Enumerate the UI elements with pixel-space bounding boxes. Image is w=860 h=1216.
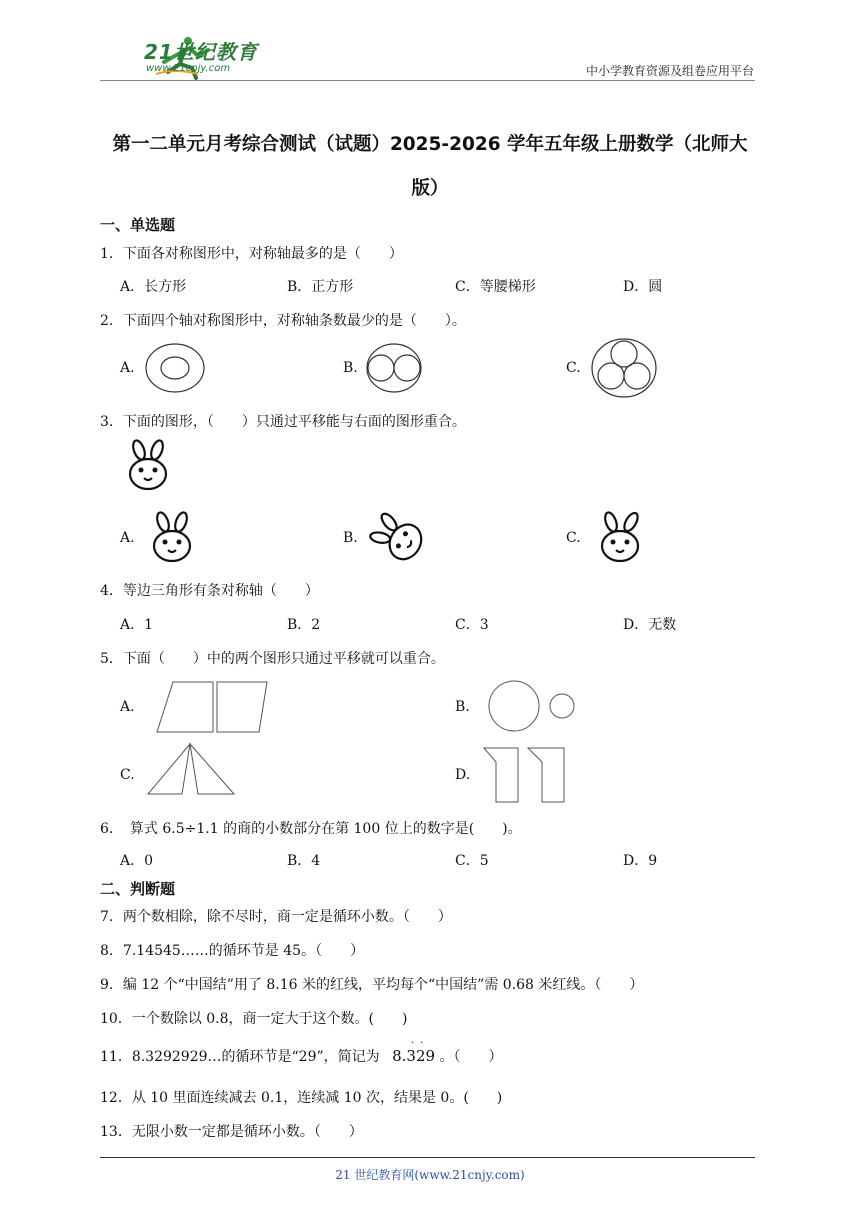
q3-option-b[interactable]: B. [343, 530, 358, 546]
question-5: 5．下面（ ）中的两个图形只通过平移就可以重合。 [100, 651, 445, 667]
q1-option-d[interactable]: D．圆 [623, 279, 663, 295]
q4-option-c[interactable]: C．3 [455, 617, 489, 633]
question-7: 7．两个数相除，除不尽时，商一定是循环小数。（ ） [100, 909, 452, 925]
section-true-false: 二、判断题 [100, 880, 176, 898]
footer-divider [100, 1157, 755, 1158]
q1-option-a[interactable]: A．长方形 [120, 279, 187, 295]
q5-option-c[interactable]: C. [120, 767, 135, 783]
q3-option-c[interactable]: C. [566, 530, 581, 546]
recurring-decimal-value: 8.329 [392, 1047, 436, 1065]
q1-option-b[interactable]: B．正方形 [287, 279, 354, 295]
question-11 [100, 1038, 503, 1066]
question-10: 10．一个数除以 0.8，商一定大于这个数。( ) [100, 1011, 408, 1027]
q5-option-a[interactable]: A. [120, 699, 135, 715]
logo-text: 21世纪教育 [144, 40, 258, 64]
question-9: 9．编 12 个“中国结”用了 8.16 米的红线，平均每个“中国结”需 0.68 米红线。（ ） [100, 977, 644, 993]
question-11-tail: 。（ ） [439, 1049, 503, 1065]
recurring-decimal [392, 1038, 436, 1065]
q6-option-c[interactable]: C．5 [455, 853, 489, 869]
page-title-line2: 版） [411, 178, 449, 199]
q3-figure-a-rabbit-icon [148, 512, 198, 564]
recurring-dot-1: · [411, 1038, 415, 1049]
question-2: 2．下面四个轴对称图形中，对称轴条数最少的是（ ）。 [100, 313, 466, 329]
q2-option-b[interactable]: B. [343, 360, 358, 376]
question-11-text: 11．8.3292929…的循环节是“29”，简记为 [100, 1049, 380, 1065]
question-4: 4．等边三角形有条对称轴（ ） [100, 583, 319, 599]
q3-reference-rabbit-icon [124, 440, 174, 492]
question-12: 12．从 10 里面连续减去 0.1，连续减 10 次，结果是 0。( ) [100, 1090, 503, 1106]
q6-option-d[interactable]: D．9 [623, 853, 658, 869]
q2-figure-b-two-circles [366, 343, 422, 393]
q5-figure-b-circles [488, 680, 578, 736]
q5-figure-d-pentagons [482, 746, 572, 804]
q2-figure-c-three-circles [591, 338, 657, 398]
q5-option-d[interactable]: D. [455, 767, 471, 783]
page-title-line1: 第一二单元月考综合测试（试题）2025-2026 学年五年级上册数学（北师大 [112, 134, 748, 155]
question-13: 13．无限小数一定都是循环小数。（ ） [100, 1124, 363, 1140]
header-divider [100, 80, 755, 81]
question-6: 6． 算式 6.5÷1.1 的商的小数部分在第 100 位上的数字是( )。 [100, 821, 522, 837]
section-single-choice: 一、单选题 [100, 216, 176, 234]
logo-url: www.21cnjy.com [146, 63, 231, 74]
q6-option-b[interactable]: B．4 [287, 853, 321, 869]
q3-option-a[interactable]: A. [120, 530, 135, 546]
q2-figure-a-nested-ellipses [145, 343, 205, 393]
q4-option-d[interactable]: D．无数 [623, 617, 677, 633]
q1-option-c[interactable]: C．等腰梯形 [455, 279, 536, 295]
q3-figure-b-rotated-rabbit-icon [372, 510, 426, 564]
q5-figure-a-parallelograms [155, 680, 270, 736]
q4-option-a[interactable]: A．1 [120, 617, 154, 633]
q3-figure-c-mirrored-rabbit-icon [594, 512, 644, 564]
q6-option-a[interactable]: A．0 [120, 853, 154, 869]
q4-option-b[interactable]: B．2 [287, 617, 321, 633]
question-8: 8．7.14545……的循环节是 45。（ ） [100, 943, 365, 959]
q5-figure-c-triangles [146, 742, 236, 798]
q5-option-b[interactable]: B. [455, 699, 470, 715]
question-3: 3．下面的图形，（ ）只通过平移能与右面的图形重合。 [100, 414, 466, 430]
platform-name: 中小学教育资源及组卷应用平台 [585, 64, 754, 78]
q2-option-c[interactable]: C. [566, 360, 581, 376]
footer-link[interactable]: 21 世纪教育网(www.21cnjy.com) [335, 1168, 525, 1182]
recurring-dot-2: · [420, 1038, 424, 1049]
question-1: 1．下面各对称图形中，对称轴最多的是（ ） [100, 246, 403, 262]
q2-option-a[interactable]: A. [120, 360, 135, 376]
